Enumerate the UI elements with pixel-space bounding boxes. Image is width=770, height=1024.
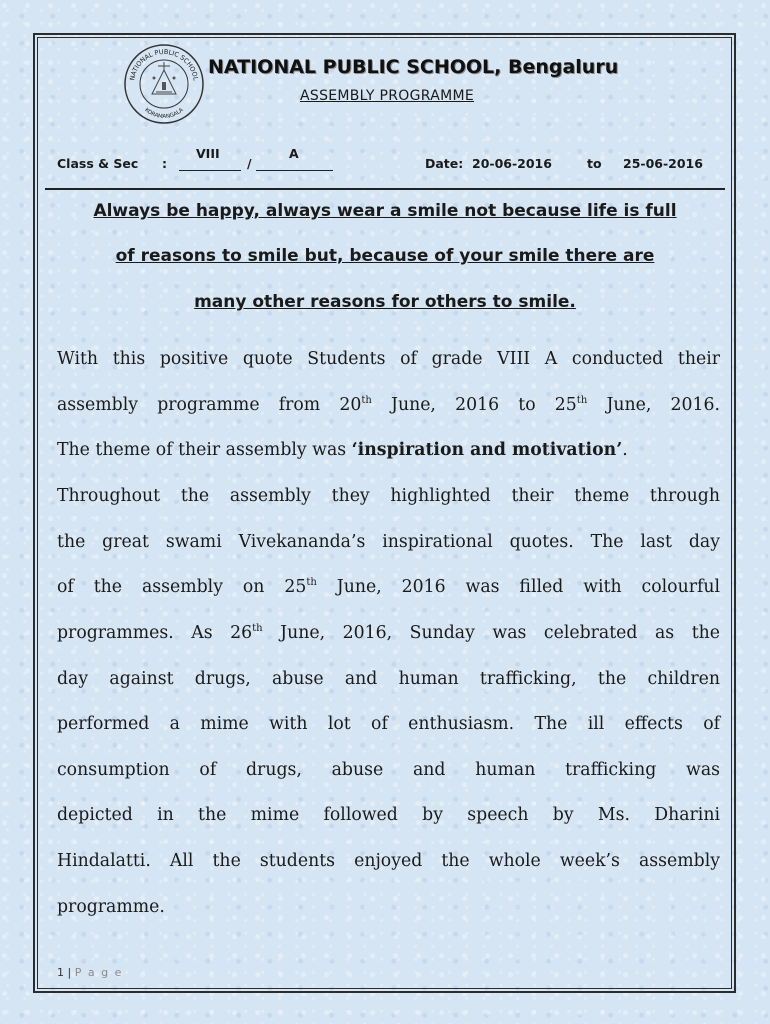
ordinal-suffix: th — [306, 577, 317, 588]
text-segment: of the assembly on 25 — [57, 577, 307, 597]
paragraph-line: the great swami Vivekananda’s inspirational quotes. The last day — [57, 532, 720, 552]
text-segment: programmes. As 26 — [57, 623, 253, 643]
date-label: Date: — [425, 156, 464, 171]
page-number: 1 — [57, 966, 64, 979]
date-from: 20-06-2016 — [472, 156, 552, 171]
paragraph-line: Hindalatti. All the students enjoyed the whole week’s assembly — [57, 851, 720, 871]
page-separator: | — [67, 966, 72, 979]
text-segment: June, 2016 to 25 — [371, 395, 577, 415]
text-segment: assembly programme from 20 — [57, 395, 362, 415]
ordinal-suffix: th — [252, 623, 263, 634]
svg-text:KORAMANGALA — [143, 107, 185, 120]
paragraph-line — [57, 623, 720, 643]
page-word: P a g e — [74, 966, 123, 979]
page-subtitle: ASSEMBLY PROGRAMME — [300, 88, 475, 104]
text-segment: The theme of their assembly was — [57, 440, 352, 460]
text-segment: June, 2016 was filled with colourful — [316, 577, 721, 597]
quote-line-1: Always be happy, always wear a smile not because life is full — [93, 201, 677, 221]
text-segment: June, 2016, Sunday was celebrated as the — [262, 623, 721, 643]
class-section-slash: / — [247, 156, 252, 171]
text-segment: June, 2016. — [587, 395, 721, 415]
date-to: 25-06-2016 — [623, 156, 703, 171]
class-blank-line — [179, 170, 241, 171]
paragraph-line: consumption of drugs, abuse and human trafficking was — [57, 760, 720, 780]
ordinal-suffix: th — [576, 395, 588, 406]
logo-text-top: NATIONAL PUBLIC SCHOOL — [128, 47, 200, 82]
section-blank-line — [256, 170, 333, 171]
class-section-label: Class & Sec — [57, 156, 139, 171]
paragraph-line: Throughout the assembly they highlighted their theme through — [57, 486, 720, 506]
logo-text-bottom: KORAMANGALA — [143, 107, 185, 121]
paragraph-line — [57, 395, 720, 415]
theme-emphasis: ‘inspiration and motivation’ — [351, 440, 623, 460]
header-divider — [45, 188, 725, 190]
school-logo-icon — [122, 42, 206, 126]
paragraph-line: day against drugs, abuse and human trafficking, the children — [57, 669, 720, 689]
class-section-colon: : — [162, 156, 167, 171]
page-footer — [57, 966, 123, 979]
paragraph-line — [57, 577, 720, 597]
quote-line-3: many other reasons for others to smile. — [194, 292, 576, 312]
quote-line-2: of reasons to smile but, because of your smile there are — [115, 246, 655, 266]
date-to-word: to — [587, 156, 602, 171]
school-title: NATIONAL PUBLIC SCHOOL, Bengaluru — [208, 56, 619, 78]
text-segment: . — [622, 440, 628, 460]
grade-value: VIII — [196, 146, 220, 161]
paragraph-line: programme. — [57, 897, 165, 917]
paragraph-line: depicted in the mime followed by speech by Ms. Dharini — [57, 805, 720, 825]
paragraph-line: performed a mime with lot of enthusiasm. The ill effects of — [57, 714, 720, 734]
section-value: A — [289, 146, 299, 161]
ordinal-suffix: th — [361, 395, 372, 406]
page-border-inner — [37, 37, 732, 989]
paragraph-line: With this positive quote Students of grade VIII A conducted their — [57, 349, 720, 369]
paragraph-line — [57, 440, 720, 460]
